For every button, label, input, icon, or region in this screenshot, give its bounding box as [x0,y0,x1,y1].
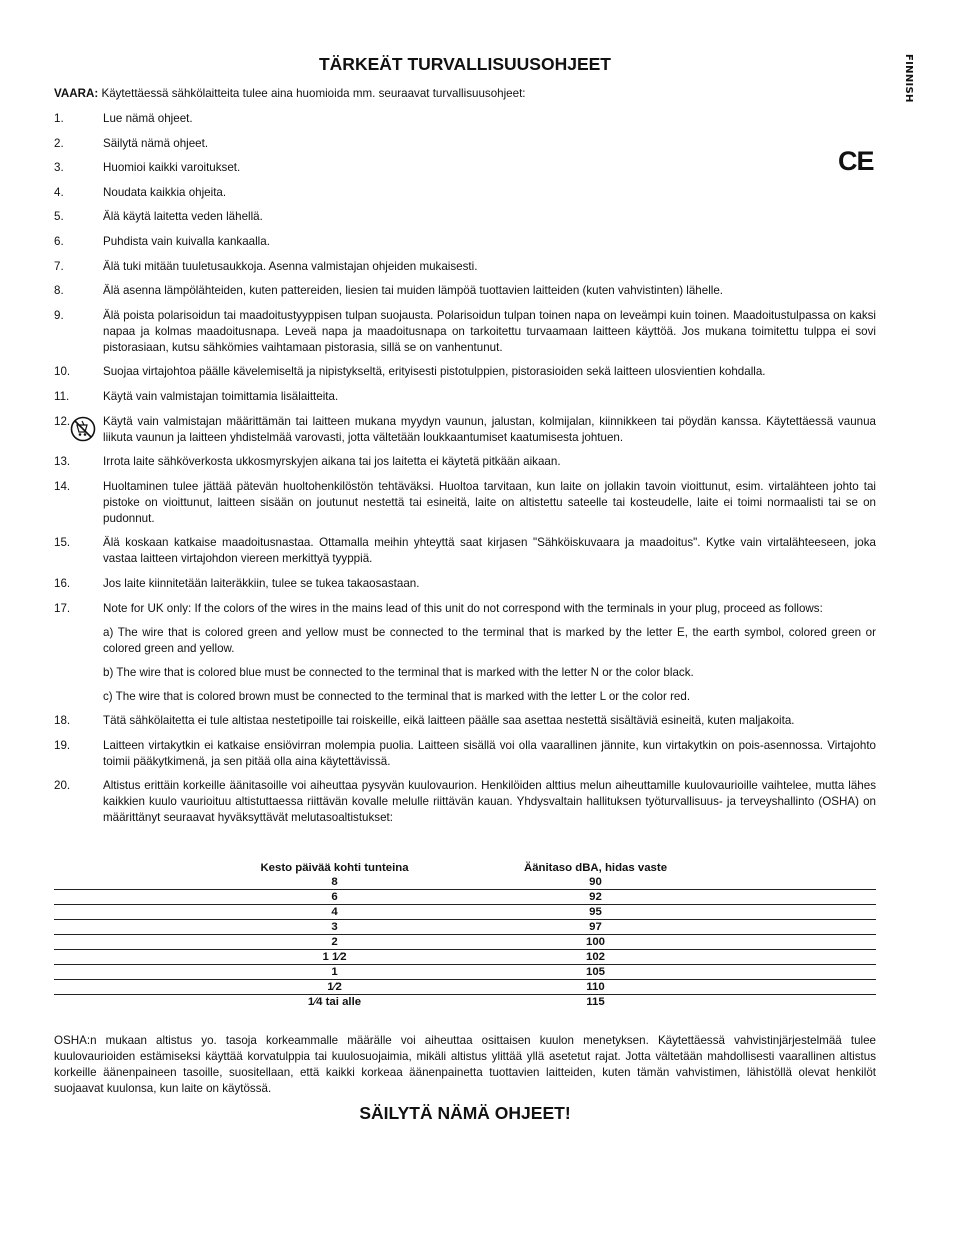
cart-warning-icon [70,416,96,442]
item-text: Altistus erittäin korkeille äänitasoille voi aiheuttaa pysyvän kuulovaurion. Henkilöiden alttius melun aiheuttamille kuulovaurioille vaihtelee, mutta lähes kaikkien kuulo vaurioituu altistuttaessa riittävän kovalle melulle riittävän kauan. Yhdysvaltain hallituksen työturvallisuus- ja terveyshallinto (OSHA) on määrittänyt seuraavat hyväksyttävät melutasoaltistukset: [103,779,876,825]
list-item [54,414,876,446]
item-number: 2. [54,136,64,150]
item-number: 3. [54,161,64,175]
list-item [54,136,876,152]
item-text: Noudata kaikkia ohjeita. [103,185,227,199]
item-number: 14. [54,479,71,493]
table-row: 3 97 [54,920,876,935]
item-text: Suojaa virtajohtoa päälle kävelemiseltä ja nipistykseltä, erityisesti pistotulppien, pistorasioiden sekä laitteen ulosvientien kohdalla. [103,365,766,379]
item-number: 16. [54,576,71,590]
item-number: 9. [54,308,64,322]
osha-paragraph: OSHA:n mukaan altistus yo. tasoja korkeammalle määrälle voi aiheuttaa osittaisen kuulon menetyksen. Käytettäessä vahvistinjärjestelmää tulee kuulovaurioiden estämiseksi käyttää korvatulppia tai kuulosuojaimia, mikäli altistus ylittää yllä asetetut rajat. Jotta vältetään mahdollisesti vaarallinen altistus korkeille äänenpaineen tasoille, suositellaan, että kaikki korkeaa äänenpainetta tuottavien laitteiden, kuten tämän vahvistimen, lähistöllä olevat henkilöt suojaavat kuulonsa, kun laite on käytössä. [54,1034,876,1096]
item-number: 20. [54,779,71,793]
instruction-list [54,111,876,826]
item-number: 15. [54,536,71,550]
safety-instructions-page [54,54,876,1124]
intro-paragraph [54,87,876,100]
item-number: 12. [54,414,71,428]
list-item [54,389,876,405]
sub-paragraph: b) The wire that is colored blue must be connected to the terminal that is marked with the letter N or the color black. [103,665,694,679]
warning-label: VAARA: [54,87,99,100]
item-text: Huoltaminen tulee jättää pätevän huoltohenkilöstön tehtäväksi. Huoltoa tarvitaan, kun laite on jollakin tavoin vioittunut, esim. virtalähteen johto tai pistoke on vioittunut, laitteen sisään on joutunut nestettä tai esineitä, laite on altistettu sateelle tai kosteudelle, laite ei toimi normaalisti tai se on pudonnut. [103,479,876,525]
item-text: Puhdista vain kuivalla kankaalla. [103,234,270,248]
item-number: 10. [54,365,71,379]
footer-title: SÄILYTÄ NÄMÄ OHJEET! [359,1103,571,1124]
list-item [54,209,876,225]
list-item [54,738,876,770]
list-item [54,364,876,380]
item-number: 4. [54,185,64,199]
item-text: Laitteen virtakytkin ei katkaise ensiövirran molempia puolia. Laitteen sisällä voi olla vaarallinen jännite, kun virtakytkin on pois-asennossa. Virtajohto toimii pääkytkimenä, ja sen pitää olla aina käytettävissä. [103,738,876,768]
item-text: Käytä vain valmistajan määrittämän tai laitteen mukana myydyn vaunun, jalustan, kolmijalan, kiinnikkeen tai pöydän kanssa. Käytettäessä vaunua liikuta vaunun ja laitteen yhdistelmää varovasti, jotta vältetään loukkaantumiset kaatumisesta johtuen. [103,414,876,444]
item-number: 5. [54,210,64,224]
table-row: 1 1⁄2 102 [54,950,876,965]
item-text: Älä käytä laitetta veden lähellä. [103,210,263,224]
item-number: 19. [54,738,71,752]
item-number: 18. [54,714,71,728]
item-number: 11. [54,389,70,403]
list-item [54,479,876,527]
item-text: Älä asenna lämpölähteiden, kuten pattereiden, liesien tai muiden lämpöä tuottavien laitteiden (kuten vahvistinten) lähelle. [103,284,724,298]
item-text: Älä poista polarisoidun tai maadoitustyyppisen tulpan suojausta. Polarisoidun tulpan toinen napa on leveämpi kuin toinen. Maadoitustulpassa on kaksi napaa ja kolmas maadoitusnapa. Leveä napa ja maadoitusnapa on tarkoitettu turvaamaan laitteen käyttöä. Jos mukana toimitettu tulppa ei sovi pistorasiaan, kutsu sähkömies vaihtamaan pistorasia, sillä se on vanhentunut. [103,308,876,354]
sub-paragraph: a) The wire that is colored green and yellow must be connected to the terminal that is marked by the letter E, the earth symbol, colored green or colored green and yellow. [103,625,876,655]
list-item [54,283,876,299]
list-item [54,778,876,826]
list-item [54,576,876,592]
item-number: 17. [54,601,71,615]
table-row: 1⁄2 110 [54,980,876,995]
list-item [54,160,876,176]
item-text: Jos laite kiinnitetään laiteräkkiin, tulee se tukea takaosastaan. [103,576,420,590]
item-number: 6. [54,234,64,248]
table-row: 4 95 [54,905,876,920]
item-text: Huomioi kaikki varoitukset. [103,161,241,175]
list-item [54,259,876,275]
list-item [54,234,876,250]
list-item [54,111,876,127]
table-row: 2 100 [54,935,876,950]
item-text: Älä koskaan katkaise maadoitusnastaa. Ottamalla meihin yhteyttä saat kirjasen "Sähköiskuvaara ja maadoitus". Kytke vain virtalähteeseen, joka vastaa laitteen virtajohdon viereen merkittyä tyyppiä. [103,536,876,566]
list-item [54,308,876,356]
item-text: Tätä sähkölaitetta ei tule altistaa nestetipoille tai roiskeille, eikä laitteen päälle saa asettaa nestettä sisältäviä esineitä, kuten maljakoita. [103,714,795,728]
page-title: TÄRKEÄT TURVALLISUUSOHJEET [318,54,611,74]
ce-mark-icon: CE [838,146,874,176]
intro-text: Käytettäessä sähkölaitteita tulee aina huomioida mm. seuraavat turvallisuusohjeet: [98,87,526,100]
list-item [54,713,876,729]
item-text: Note for UK only: If the colors of the wires in the mains lead of this unit do not correspond with the terminals in your plug, proceed as follows: [103,601,823,615]
table-row: 1⁄4 tai alle 115 [307,996,605,1009]
item-number: 8. [54,284,64,298]
column-header-duration: Kesto päivää kohti tunteina [260,862,409,875]
list-item [54,185,876,201]
column-header-level: Äänitaso dBA, hidas vaste [523,862,668,875]
noise-exposure-table [54,860,876,1009]
item-text: Irrota laite sähköverkosta ukkosmyrskyjen aikana tai jos laitetta ei käytetä pitkään aikaan. [103,455,561,469]
list-item [54,601,876,705]
table-row: 1 105 [54,965,876,980]
item-text: Lue nämä ohjeet. [103,112,193,125]
list-item [54,535,876,567]
item-text: Säilytä nämä ohjeet. [103,136,209,150]
table-row: 6 92 [54,890,876,905]
language-label: FINNISH [903,54,914,103]
list-item [54,454,876,470]
item-number: 13. [54,455,71,469]
table-header-row [54,860,876,875]
table-row: 8 90 [54,875,876,890]
item-text: Älä tuki mitään tuuletusaukkoja. Asenna valmistajan ohjeiden mukaisesti. [103,259,478,273]
sub-paragraph: c) The wire that is colored brown must be connected to the terminal that is marked with the letter L or the color red. [103,689,691,703]
item-number: 1. [54,112,64,125]
item-number: 7. [54,259,64,273]
item-text: Käytä vain valmistajan toimittamia lisälaitteita. [103,389,339,403]
